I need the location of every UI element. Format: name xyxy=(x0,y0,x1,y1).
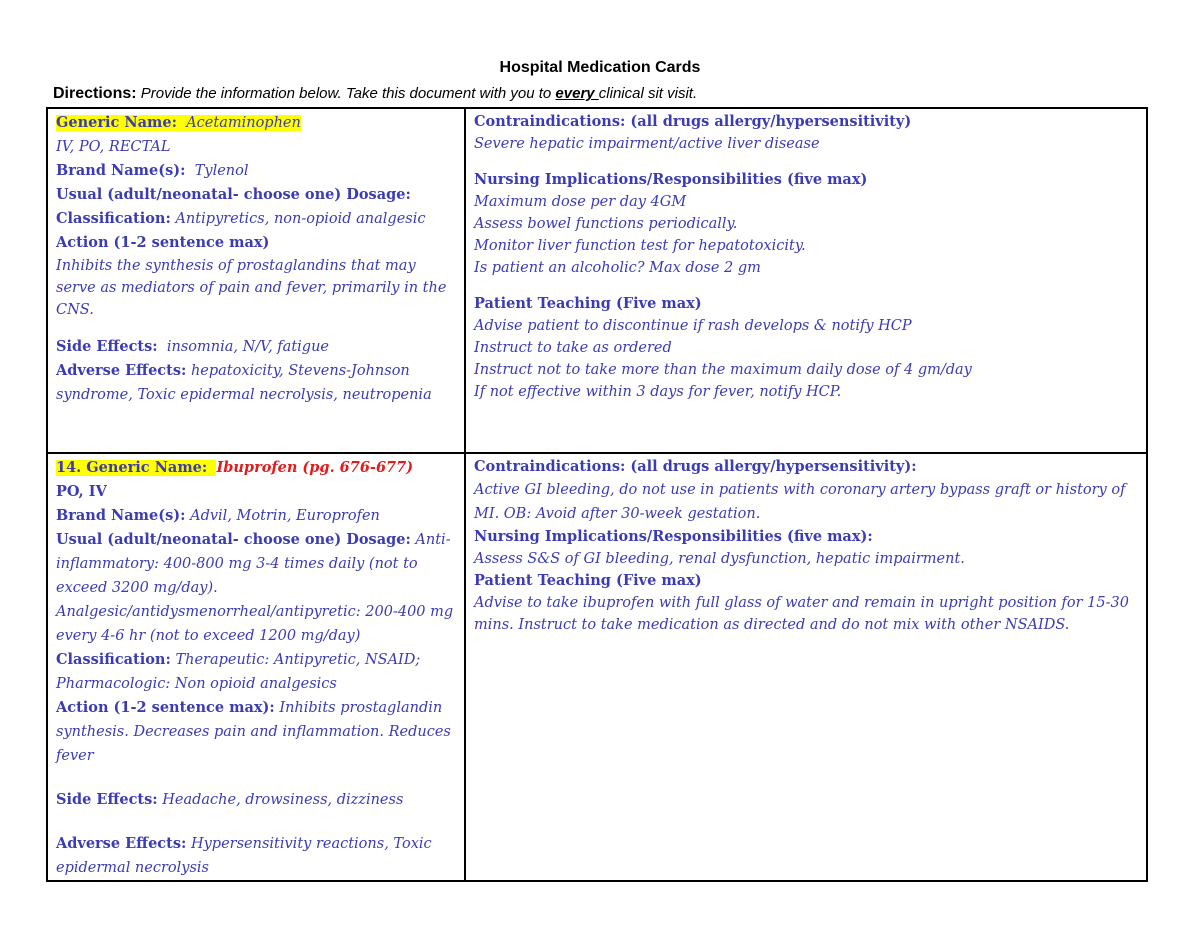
action-label: Action (1-2 sentence max) xyxy=(56,234,270,251)
teaching-item: Instruct to take as ordered xyxy=(474,340,672,356)
side-effects-value: insomnia, N/V, fatigue xyxy=(166,339,329,355)
nursing-item: Is patient an alcoholic? Max dose 2 gm xyxy=(474,260,761,276)
routes-value: IV, PO, RECTAL xyxy=(56,139,171,155)
generic-name-value: Ibuprofen (pg. 676-677) xyxy=(216,459,414,476)
nursing-item: Monitor liver function test for hepatotoxicity. xyxy=(474,238,806,254)
nursing-implications-label: Nursing Implications/Responsibilities (five max): xyxy=(474,528,873,545)
classification-value: Therapeutic: Antipyretic, NSAID; Pharmacologic: Non opioid analgesics xyxy=(56,652,421,692)
classification-label: Classification: xyxy=(56,651,171,668)
contraindications-value: Active GI bleeding, do not use in patients with coronary artery bypass graft or history of MI. OB: Avoid after 30-week gestation. xyxy=(474,482,1126,522)
nursing-implications-label: Nursing Implications/Responsibilities (five max) xyxy=(474,171,868,188)
patient-teaching-label: Patient Teaching (Five max) xyxy=(474,295,702,312)
generic-name-label: 14. Generic Name: xyxy=(56,459,208,476)
contraindications-label: Contraindications: (all drugs allergy/hypersensitivity): xyxy=(474,458,917,475)
side-effects-value: Headache, drowsiness, dizziness xyxy=(162,792,404,808)
medication-card-row xyxy=(47,108,1147,453)
dosage-label: Usual (adult/neonatal- choose one) Dosage: xyxy=(56,531,411,548)
side-effects-label: Side Effects: xyxy=(56,338,158,355)
classification-value: Antipyretics, non-opioid analgesic xyxy=(175,211,426,227)
adverse-effects-value: Hypersensitivity reactions, Toxic epidermal necrolysis xyxy=(56,836,432,876)
dosage-value: Anti-inflammatory: 400-800 mg 3-4 times daily (not to exceed 3200 mg/day). Analgesic/antidysmenorrheal/antipyretic: 200-400 mg every 4-6 hr (not to exceed 1200 mg/day) xyxy=(56,532,454,644)
side-effects-label: Side Effects: xyxy=(56,791,158,808)
brand-name-value: Advil, Motrin, Europrofen xyxy=(190,508,380,524)
adverse-effects-label: Adverse Effects: xyxy=(56,362,187,379)
classification-label: Classification: xyxy=(56,210,171,227)
patient-teaching-label: Patient Teaching (Five max) xyxy=(474,572,702,589)
dosage-label: Usual (adult/neonatal- choose one) Dosage: xyxy=(56,186,411,203)
patient-teaching-value: Advise to take ibuprofen with full glass of water and remain in upright position for 15-30 mins. Instruct to take medication as directed and do not mix with other NSAIDS. xyxy=(474,595,1129,633)
directions-text: Provide the information below. Take this document with you to xyxy=(136,85,556,102)
contraindications-label: Contraindications: (all drugs allergy/hypersensitivity) xyxy=(474,113,912,130)
card-right-cell xyxy=(465,453,1147,881)
directions-emphasis: every xyxy=(555,85,599,102)
directions-line xyxy=(53,85,1153,103)
teaching-item: Advise patient to discontinue if rash develops & notify HCP xyxy=(474,318,912,334)
action-value: Inhibits the synthesis of prostaglandins that may serve as mediators of pain and fever, primarily in the CNS. xyxy=(56,258,447,318)
action-value: Inhibits prostaglandin synthesis. Decreases pain and inflammation. Reduces fever xyxy=(56,700,451,764)
routes-value: PO, IV xyxy=(56,483,107,500)
nursing-item: Maximum dose per day 4GM xyxy=(474,194,687,210)
card-right-cell xyxy=(465,108,1147,453)
contraindications-value: Severe hepatic impairment/active liver disease xyxy=(474,136,820,152)
action-label: Action (1-2 sentence max): xyxy=(56,699,275,716)
generic-name-value: Acetaminophen xyxy=(186,115,301,131)
generic-name-label: Generic Name: xyxy=(56,114,177,131)
adverse-effects-value: hepatoxicity, Stevens-Johnson syndrome, Toxic epidermal necrolysis, neutropenia xyxy=(56,363,432,403)
nursing-item: Assess bowel functions periodically. xyxy=(474,216,738,232)
medication-card-row xyxy=(47,453,1147,881)
medication-cards-table xyxy=(46,107,1148,882)
nursing-implications-value: Assess S&S of GI bleeding, renal dysfunction, hepatic impairment. xyxy=(474,551,965,567)
directions-text-end: clinical sit visit. xyxy=(598,85,698,102)
adverse-effects-label: Adverse Effects: xyxy=(56,835,187,852)
brand-name-label: Brand Name(s): xyxy=(56,507,186,524)
page-title: Hospital Medication Cards xyxy=(499,59,701,76)
directions-label: Directions: xyxy=(53,85,137,102)
card-left-cell xyxy=(47,453,465,881)
card-left-cell xyxy=(47,108,465,453)
brand-name-label: Brand Name(s): xyxy=(56,162,186,179)
teaching-item: Instruct not to take more than the maximum daily dose of 4 gm/day xyxy=(474,362,972,378)
brand-name-value: Tylenol xyxy=(194,163,249,179)
teaching-item: If not effective within 3 days for fever, notify HCP. xyxy=(474,384,842,400)
